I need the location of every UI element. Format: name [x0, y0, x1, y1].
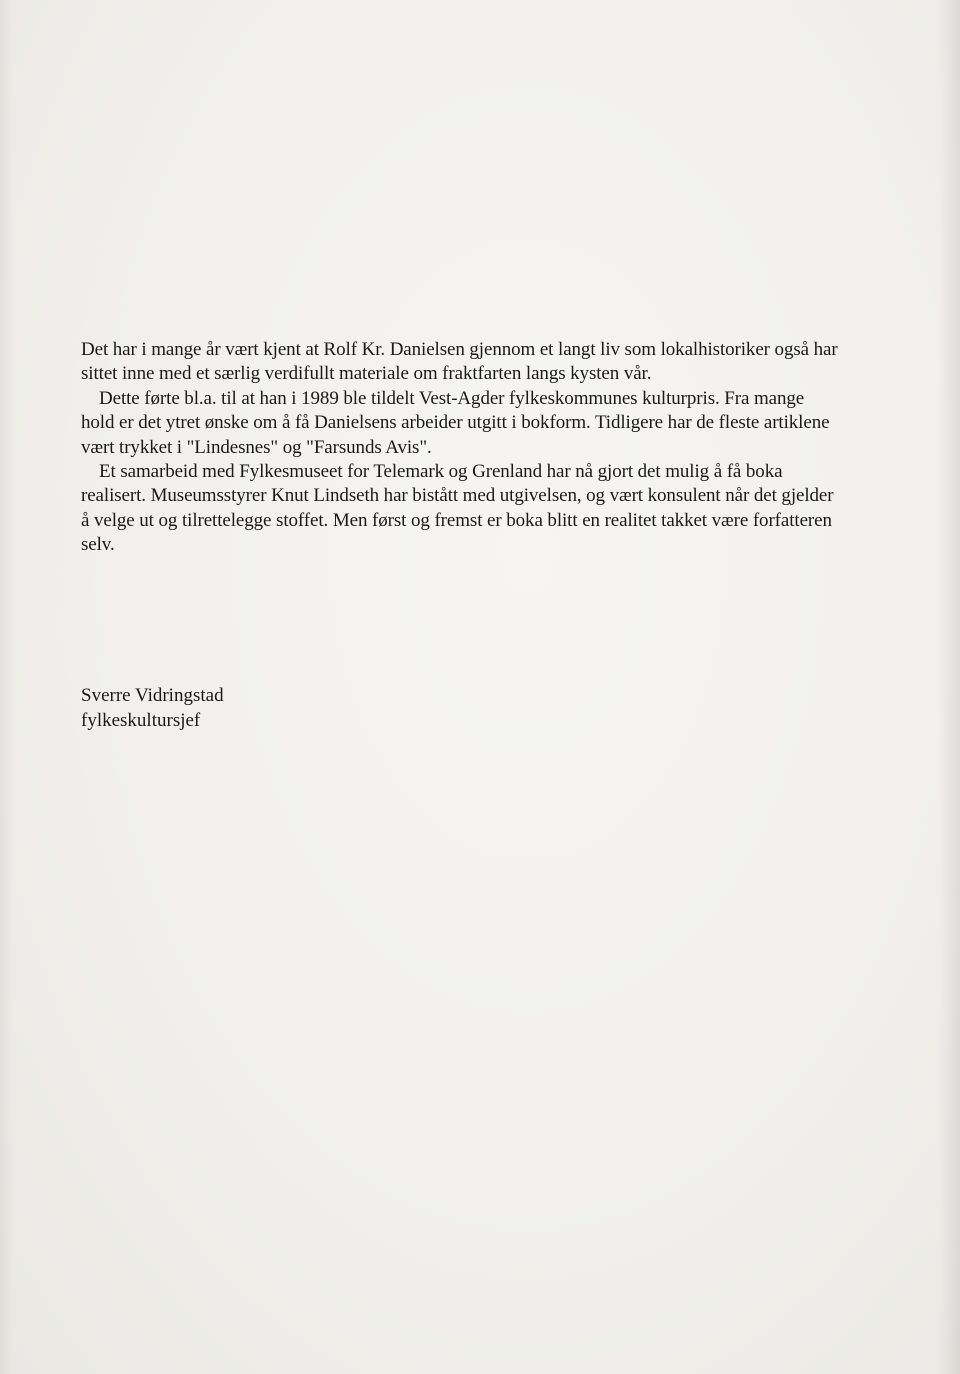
page-edge-shadow-right — [938, 0, 960, 1374]
signature-title: fylkeskultursjef — [81, 710, 201, 731]
paragraph-1: Det har i mange år vært kjent at Rolf Kr. Danielsen gjennom et langt liv som lokalhistoriker også har sittet inne med et særlig verdifullt materiale om fraktfarten langs kysten vår. — [81, 339, 838, 385]
signature-block — [81, 683, 224, 733]
paragraph-2: Dette førte bl.a. til at han i 1989 ble tildelt Vest-Agder fylkeskommunes kulturpris. Fra mange hold er det ytret ønske om å få Danielsens arbeider utgitt i bokform. Tidligere har de fleste artiklene vært trykket i "Lindesnes" og "Farsunds Avis". — [81, 387, 830, 458]
page-edge-shadow-left — [0, 0, 14, 1374]
foreword-body — [81, 338, 841, 558]
signature-name: Sverre Vidringstad — [81, 685, 224, 706]
paragraph-3: Et samarbeid med Fylkesmuseet for Telemark og Grenland har nå gjort det mulig å få boka realisert. Museumsstyrer Knut Lindseth har bistått med utgivelsen, og vært konsulent når det gjelder å velge ut og tilrettelegge stoffet. Men først og fremst er boka blitt en realitet takket være forfatteren selv. — [81, 461, 834, 556]
